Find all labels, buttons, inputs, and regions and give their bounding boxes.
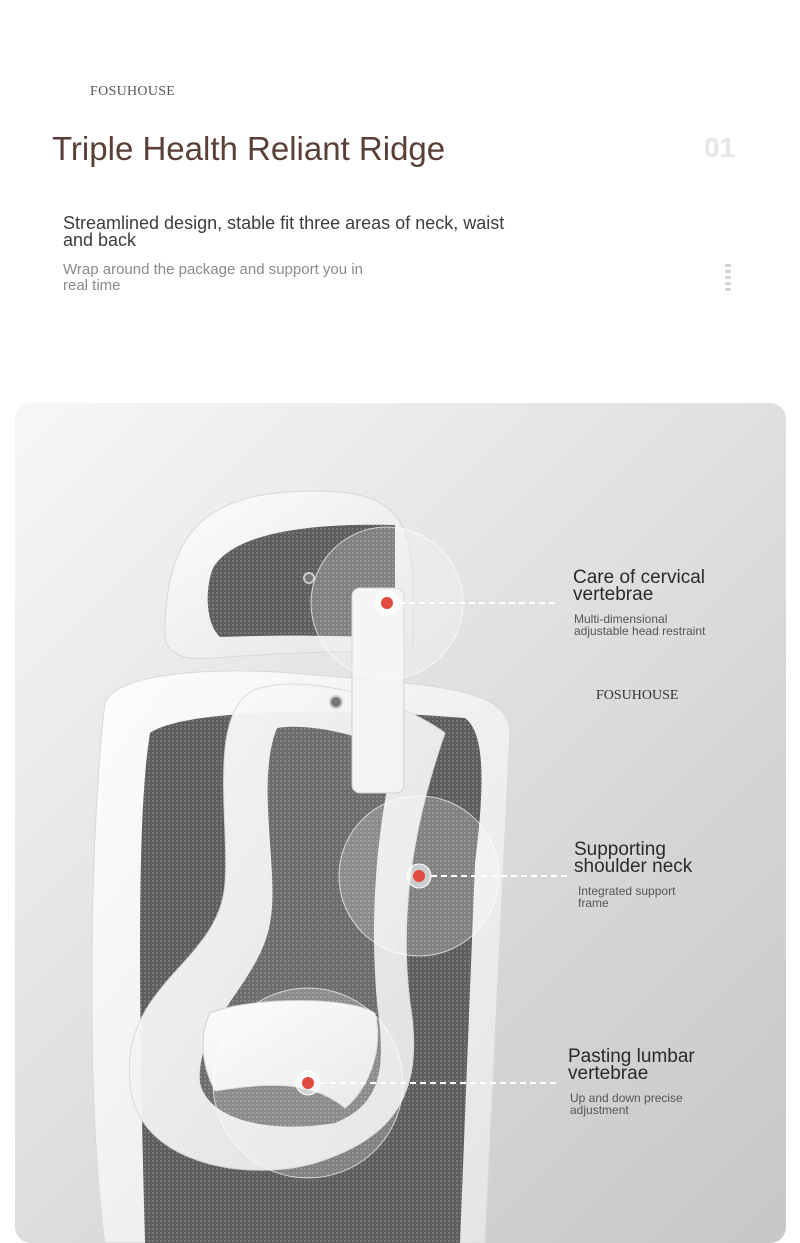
adjuster-screw-icon <box>330 696 342 708</box>
product-image-panel <box>15 403 786 1243</box>
neck-marker-icon <box>375 591 399 615</box>
callout-shoulder-title: Supporting shoulder neck <box>574 839 693 877</box>
shoulder-marker-icon <box>407 864 431 888</box>
brand-logo-text: FOSUHOUSE <box>90 84 176 99</box>
panel-brand-text: FOSUHOUSE <box>596 688 679 703</box>
callout-lumbar-subtitle: Up and down precise adjustment <box>570 1091 683 1117</box>
callout-neck-title: Care of cervical vertebrae <box>573 567 705 605</box>
callout-neck-subtitle: Multi-dimensional adjustable head restraint <box>574 612 706 638</box>
dots-decoration-icon <box>724 264 732 294</box>
section-subtitle: Streamlined design, stable fit three areas of neck, waist and back <box>63 213 505 250</box>
office-chair-illustration <box>15 403 786 1243</box>
adjuster-screw-icon <box>304 573 314 583</box>
page-title: Triple Health Reliant Ridge <box>52 130 446 167</box>
section-description: Wrap around the package and support you in real time <box>63 261 363 294</box>
lumbar-marker-icon <box>296 1071 320 1095</box>
callout-shoulder-subtitle: Integrated support frame <box>578 884 676 910</box>
callout-lumbar-title: Pasting lumbar vertebrae <box>568 1046 695 1084</box>
section-number: 01 <box>704 132 736 163</box>
